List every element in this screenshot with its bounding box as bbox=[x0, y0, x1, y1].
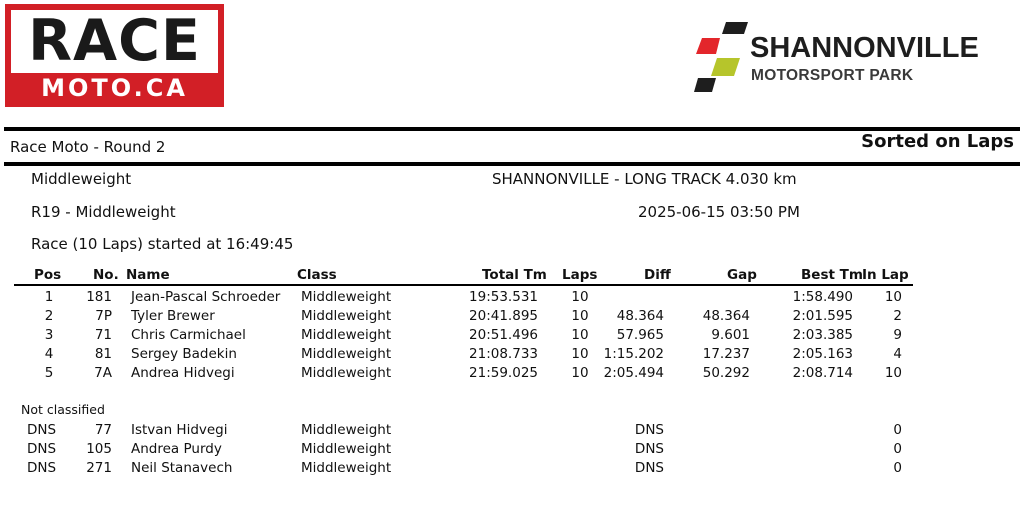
col-header-diff: Diff bbox=[644, 267, 671, 283]
class-cell: Middleweight bbox=[301, 327, 392, 343]
class-cell: Middleweight bbox=[301, 289, 392, 305]
number-cell: 81 bbox=[94, 346, 112, 362]
pos-cell: 4 bbox=[44, 346, 54, 362]
in-lap-cell: 2 bbox=[893, 308, 902, 324]
col-header-class: Class bbox=[297, 267, 337, 283]
class-cell: Middleweight bbox=[301, 365, 392, 381]
number-cell: 105 bbox=[86, 441, 112, 457]
diff-cell: DNS bbox=[634, 460, 664, 476]
class-cell: Middleweight bbox=[301, 308, 392, 324]
col-header-best: Best Tm bbox=[801, 267, 863, 283]
class-cell: Middleweight bbox=[301, 460, 392, 476]
in-lap-cell: 0 bbox=[893, 441, 902, 457]
total-time-cell: 21:08.733 bbox=[469, 346, 538, 362]
pos-cell: DNS bbox=[27, 422, 57, 438]
session-date: 2025-06-15 03:50 PM bbox=[638, 203, 800, 221]
col-header-no: No. bbox=[93, 267, 119, 283]
total-time-cell: 20:51.496 bbox=[469, 327, 538, 343]
name-cell: Andrea Purdy bbox=[131, 441, 222, 457]
diff-cell: 57.965 bbox=[616, 327, 664, 343]
col-header-pos: Pos bbox=[34, 267, 62, 283]
laps-cell: 10 bbox=[571, 346, 589, 362]
class-name: Middleweight bbox=[31, 170, 132, 188]
pos-cell: 2 bbox=[44, 308, 54, 324]
name-cell: Jean-Pascal Schroeder bbox=[131, 289, 281, 305]
best-time-cell: 2:01.595 bbox=[792, 308, 853, 324]
name-cell: Andrea Hidvegi bbox=[131, 365, 235, 381]
col-header-name: Name bbox=[126, 267, 170, 283]
pos-cell: 5 bbox=[44, 365, 54, 381]
in-lap-cell: 0 bbox=[893, 460, 902, 476]
gap-cell: 50.292 bbox=[702, 365, 750, 381]
in-lap-cell: 0 bbox=[893, 422, 902, 438]
in-lap-cell: 10 bbox=[884, 365, 902, 381]
diff-cell: DNS bbox=[634, 422, 664, 438]
number-cell: 181 bbox=[86, 289, 112, 305]
in-lap-cell: 4 bbox=[893, 346, 902, 362]
laps-cell: 10 bbox=[571, 365, 589, 381]
pos-cell: 3 bbox=[44, 327, 54, 343]
laps-cell: 10 bbox=[571, 308, 589, 324]
session-name: R19 - Middleweight bbox=[31, 203, 176, 221]
header-divider bbox=[4, 162, 1020, 166]
total-time-cell: 21:59.025 bbox=[469, 365, 538, 381]
col-header-gap: Gap bbox=[727, 267, 757, 283]
col-header-inlap: In Lap bbox=[862, 269, 909, 283]
not-classified-row bbox=[0, 462, 1024, 481]
diff-cell: 1:15.202 bbox=[603, 346, 664, 362]
best-time-cell: 1:58.490 bbox=[792, 289, 853, 305]
laps-cell: 10 bbox=[571, 289, 589, 305]
pos-cell: DNS bbox=[27, 441, 57, 457]
race-info: Race (10 Laps) started at 16:49:45 bbox=[31, 235, 294, 253]
name-cell: Tyler Brewer bbox=[131, 308, 215, 324]
checkered-flag-icon bbox=[690, 20, 750, 95]
gap-cell: 48.364 bbox=[702, 308, 750, 324]
col-header-laps: Laps bbox=[562, 267, 598, 283]
diff-cell: 2:05.494 bbox=[603, 365, 664, 381]
not-classified-label: Not classified bbox=[21, 402, 105, 417]
sort-label: Sorted on Laps bbox=[861, 131, 1014, 152]
name-cell: Chris Carmichael bbox=[131, 327, 246, 343]
number-cell: 271 bbox=[86, 460, 112, 476]
gap-cell: 17.237 bbox=[702, 346, 750, 362]
laps-cell: 10 bbox=[571, 327, 589, 343]
report-title: Race Moto - Round 2 bbox=[10, 138, 166, 156]
logo-motorsport-park-text: MOTORSPORT PARK bbox=[751, 67, 914, 84]
class-cell: Middleweight bbox=[301, 441, 392, 457]
logo-shannonville-text: SHANNONVILLE bbox=[750, 32, 979, 64]
class-cell: Middleweight bbox=[301, 422, 392, 438]
total-time-cell: 20:41.895 bbox=[469, 308, 538, 324]
in-lap-cell: 9 bbox=[893, 327, 902, 343]
shannonville-logo bbox=[690, 20, 1020, 95]
diff-cell: 48.364 bbox=[616, 308, 664, 324]
in-lap-cell: 10 bbox=[884, 289, 902, 305]
track-name: SHANNONVILLE - LONG TRACK 4.030 km bbox=[492, 170, 797, 188]
pos-cell: 1 bbox=[44, 289, 54, 305]
race-moto-logo bbox=[5, 4, 224, 107]
column-header-rule bbox=[14, 284, 913, 286]
diff-cell: DNS bbox=[634, 441, 664, 457]
pos-cell: DNS bbox=[27, 460, 57, 476]
class-cell: Middleweight bbox=[301, 346, 392, 362]
result-row bbox=[0, 367, 1024, 386]
col-header-total: Total Tm bbox=[482, 267, 547, 283]
gap-cell: 9.601 bbox=[711, 327, 750, 343]
best-time-cell: 2:05.163 bbox=[792, 346, 853, 362]
number-cell: 77 bbox=[94, 422, 112, 438]
best-time-cell: 2:03.385 bbox=[792, 327, 853, 343]
number-cell: 7A bbox=[94, 365, 112, 381]
number-cell: 7P bbox=[95, 308, 112, 324]
logo-moto-text: MOTO.CA bbox=[41, 74, 188, 102]
total-time-cell: 19:53.531 bbox=[469, 289, 538, 305]
number-cell: 71 bbox=[94, 327, 112, 343]
name-cell: Sergey Badekin bbox=[131, 346, 237, 362]
logo-race-text: RACE bbox=[11, 10, 218, 73]
name-cell: Neil Stanavech bbox=[131, 460, 233, 476]
name-cell: Istvan Hidvegi bbox=[131, 422, 228, 438]
best-time-cell: 2:08.714 bbox=[792, 365, 853, 381]
